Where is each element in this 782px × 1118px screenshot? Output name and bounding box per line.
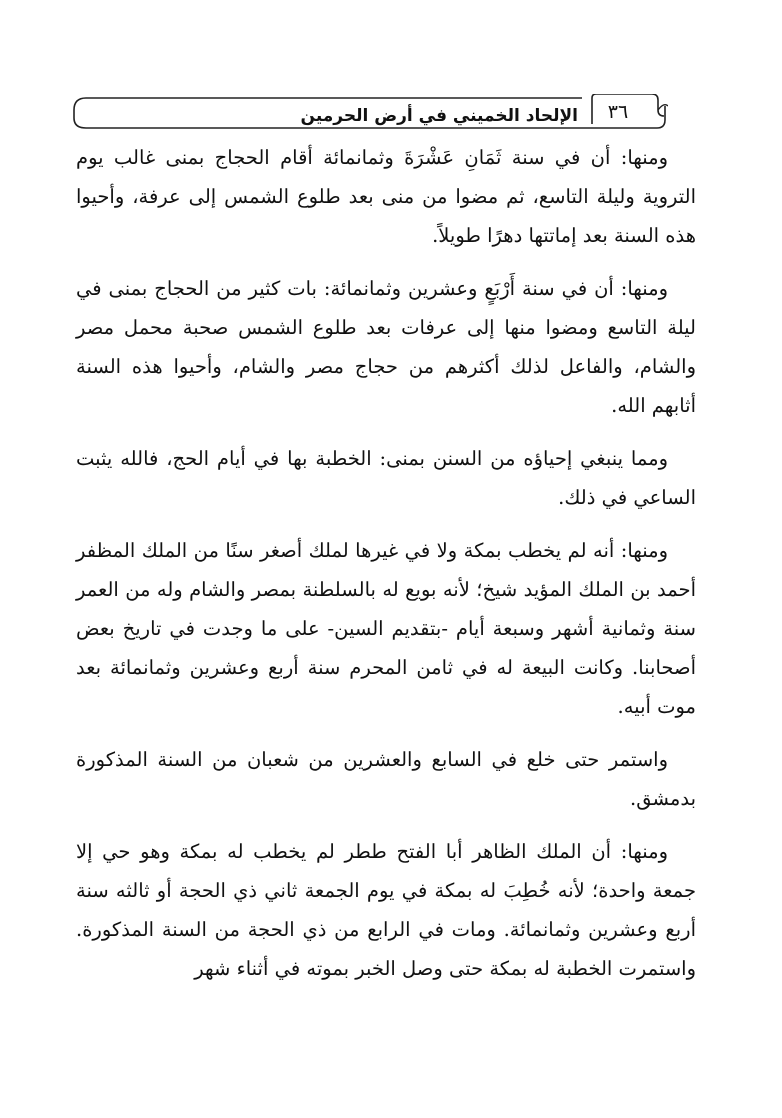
paragraph	[76, 740, 696, 818]
page-header	[72, 94, 668, 132]
paragraph-lead: ومنها:	[620, 146, 668, 169]
paragraph-text: أن الملك الظاهر أبا الفتح ططر لم يخطب له بمكة وهو حي إلا جمعة واحدة؛ لأنه خُطِبَ له بمكة في يوم الجمعة ثاني ذي الحجة أو ثالثه سنة أربع وعشرين وثمانمائة. ومات في الرابع من ذي الحجة من السنة المذكورة. واستمرت الخطبة له بمكة حتى وصل الخبر بموته في أثناء شهر	[76, 840, 696, 980]
paragraph-lead: ومنها:	[620, 840, 668, 863]
paragraph	[76, 531, 696, 726]
paragraph-text: أن في سنة ثَمَانِ عَشْرَةَ وثمانمائة أقام الحجاج بمنى غالب يوم التروية وليلة التاسع، ثم مضوا من منى بعد طلوع الشمس إلى عرفة، وأحيوا هذه السنة بعد إماتتها دهرًا طويلاً.	[76, 146, 696, 247]
paragraph-lead: ومنها:	[620, 277, 668, 300]
paragraph	[76, 269, 696, 425]
paragraph-text: أن في سنة أَرْبَعٍ وعشرين وثمانمائة: بات كثير من الحجاج بمنى في ليلة التاسع ومضوا منها إلى عرفات بعد طلوع الشمس صحبة محمل مصر والشام، والفاعل لذلك أكثرهم من حجاج مصر والشام، وأحيوا هذه السنة أثابهم الله.	[76, 277, 696, 417]
paragraph-lead: ومنها:	[620, 539, 668, 562]
body-text	[76, 138, 696, 988]
page-number: ٣٦	[607, 101, 629, 123]
paragraph-text: أنه لم يخطب بمكة ولا في غيرها لملك أصغر سنًا من الملك المظفر أحمد بن الملك المؤيد شيخ؛ لأنه بويع له بالسلطنة بمصر والشام وله من العمر سنة وثمانية أشهر وسبعة أيام -بتقديم السين- على ما وجدت في تاريخ بعض أصحابنا. وكانت البيعة له في ثامن المحرم سنة أربع وعشرين وثمانمائة بعد موت أبيه.	[76, 539, 696, 718]
running-title: الإلحاد الخميني في أرض الحرمين	[300, 106, 578, 126]
paragraph	[76, 138, 696, 255]
paragraph	[76, 832, 696, 988]
paragraph-text: واستمر حتى خلع في السابع والعشرين من شعبان من السنة المذكورة بدمشق.	[76, 748, 696, 810]
paragraph-text: ومما ينبغي إحياؤه من السنن بمنى: الخطبة بها في أيام الحج، فالله يثبت الساعي في ذلك.	[76, 447, 696, 509]
paragraph	[76, 439, 696, 517]
